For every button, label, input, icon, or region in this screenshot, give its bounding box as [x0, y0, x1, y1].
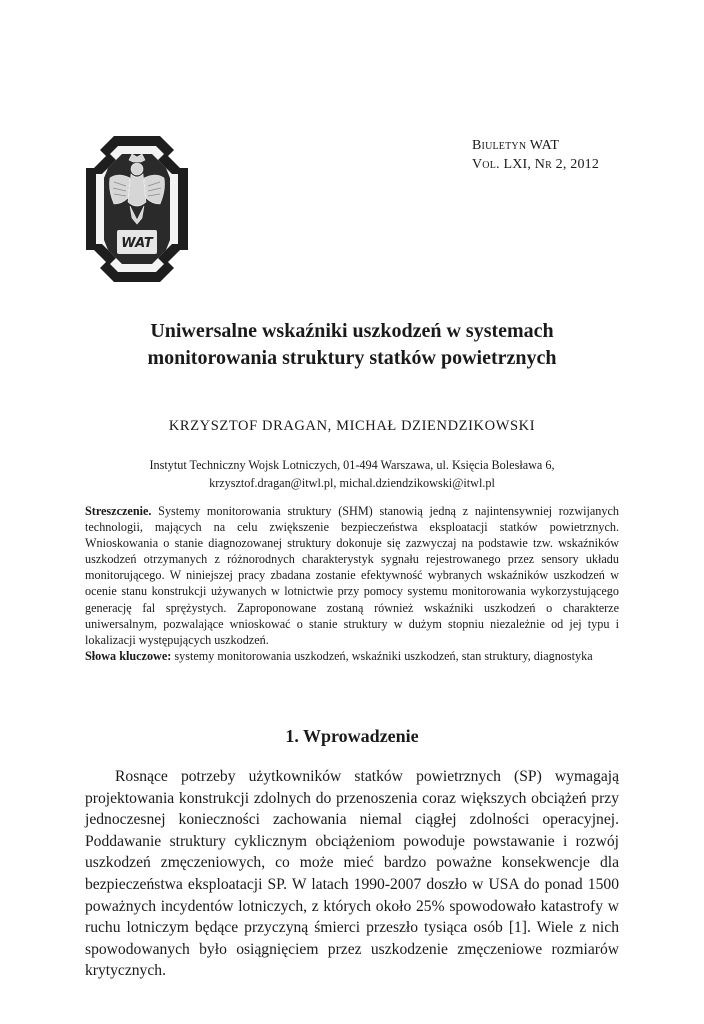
wat-emblem-icon [84, 134, 190, 284]
affiliation-line-1: Instytut Techniczny Wojsk Lotniczych, 01-494 Warszawa, ul. Księcia Bolesława 6, [149, 458, 555, 472]
section-heading: 1. Wprowadzenie [285, 726, 419, 746]
abstract-label: Streszczenie. [85, 504, 152, 518]
svg-text:WAT: WAT [121, 236, 153, 251]
keywords-label: Słowa kluczowe: [85, 648, 172, 663]
affiliation [40, 456, 664, 492]
title-line-2: monitorowania struktury statków powietrznych [147, 347, 557, 369]
keywords-text: systemy monitorowania uszkodzeń, wskaźniki uszkodzeń, stan struktury, diagnostyka [171, 648, 593, 663]
abstract-body [85, 503, 619, 648]
keywords [85, 648, 619, 664]
paper-title [40, 318, 664, 372]
journal-volume: Vol. LXI, Nr 2, 2012 [472, 157, 600, 172]
abstract [85, 503, 619, 664]
wat-logo [84, 134, 190, 284]
authors: KRZYSZTOF DRAGAN, MICHAŁ DZIENDZIKOWSKI [168, 418, 536, 434]
affiliation-emails: krzysztof.dragan@itwl.pl, michal.dziendzikowski@itwl.pl [209, 476, 495, 490]
intro-paragraph: Rosnące potrzeby użytkowników statków powietrznych (SP) wymagają projektowania konstrukcji zdolnych do przenoszenia coraz większych obciążeń przy jednoczesnej konieczności zachowania niemal ciągłej zdolności operacyjnej. Poddawanie struktury cyklicznym obciążeniom powoduje powstawanie i rozwój uszkodzeń zmęczeniowych, co może mieć bardzo poważne konsekwencje dla bezpieczeństwa eksploatacji SP. W latach 1990-2007 doszło w USA do ponad 1500 poważnych incydentów lotniczych, z których około 25% spowodowało katastrofy w ruchu lotniczym będące przyczyną śmierci przeszło tysiąca osób [1]. Wiele z nich spowodowanych było osiągnięciem przez uszkodzenie zmęczeniowe rozmiarów krytycznych. [85, 768, 619, 980]
title-line-1: Uniwersalne wskaźniki uszkodzeń w systemach [150, 320, 554, 342]
journal-header [472, 136, 599, 174]
abstract-text: Systemy monitorowania struktury (SHM) stanowią jedną z najintensywniej rozwijanych technologii, mających na celu zwiększenie bezpieczeństwa eksploatacji statków powietrznych. Wnioskowania o stanie diagnozowanej struktury dokonuje się zazwyczaj na podstawie tzw. wskaźników uszkodzeń otrzymanych z różnorodnych charakterystyk sygnału rejestrowanego przez sensory układu monitorującego. W niniejszej pracy zbadana zostanie efektywność wybranych wskaźników uszkodzeń w ocenie stanu konstrukcji używanych w lotnictwie przy pomocy systemu monitorowania wykorzystującego generację fal sprężystych. Zaproponowane zostaną również wskaźniki uszkodzeń o charakterze uniwersalnym, pozwalające wnioskować o stanie struktury w dużym stopniu niezależnie od jej typu i lokalizacji występujących uszkodzeń. [85, 504, 619, 647]
journal-name: Biuletyn WAT [472, 138, 560, 153]
